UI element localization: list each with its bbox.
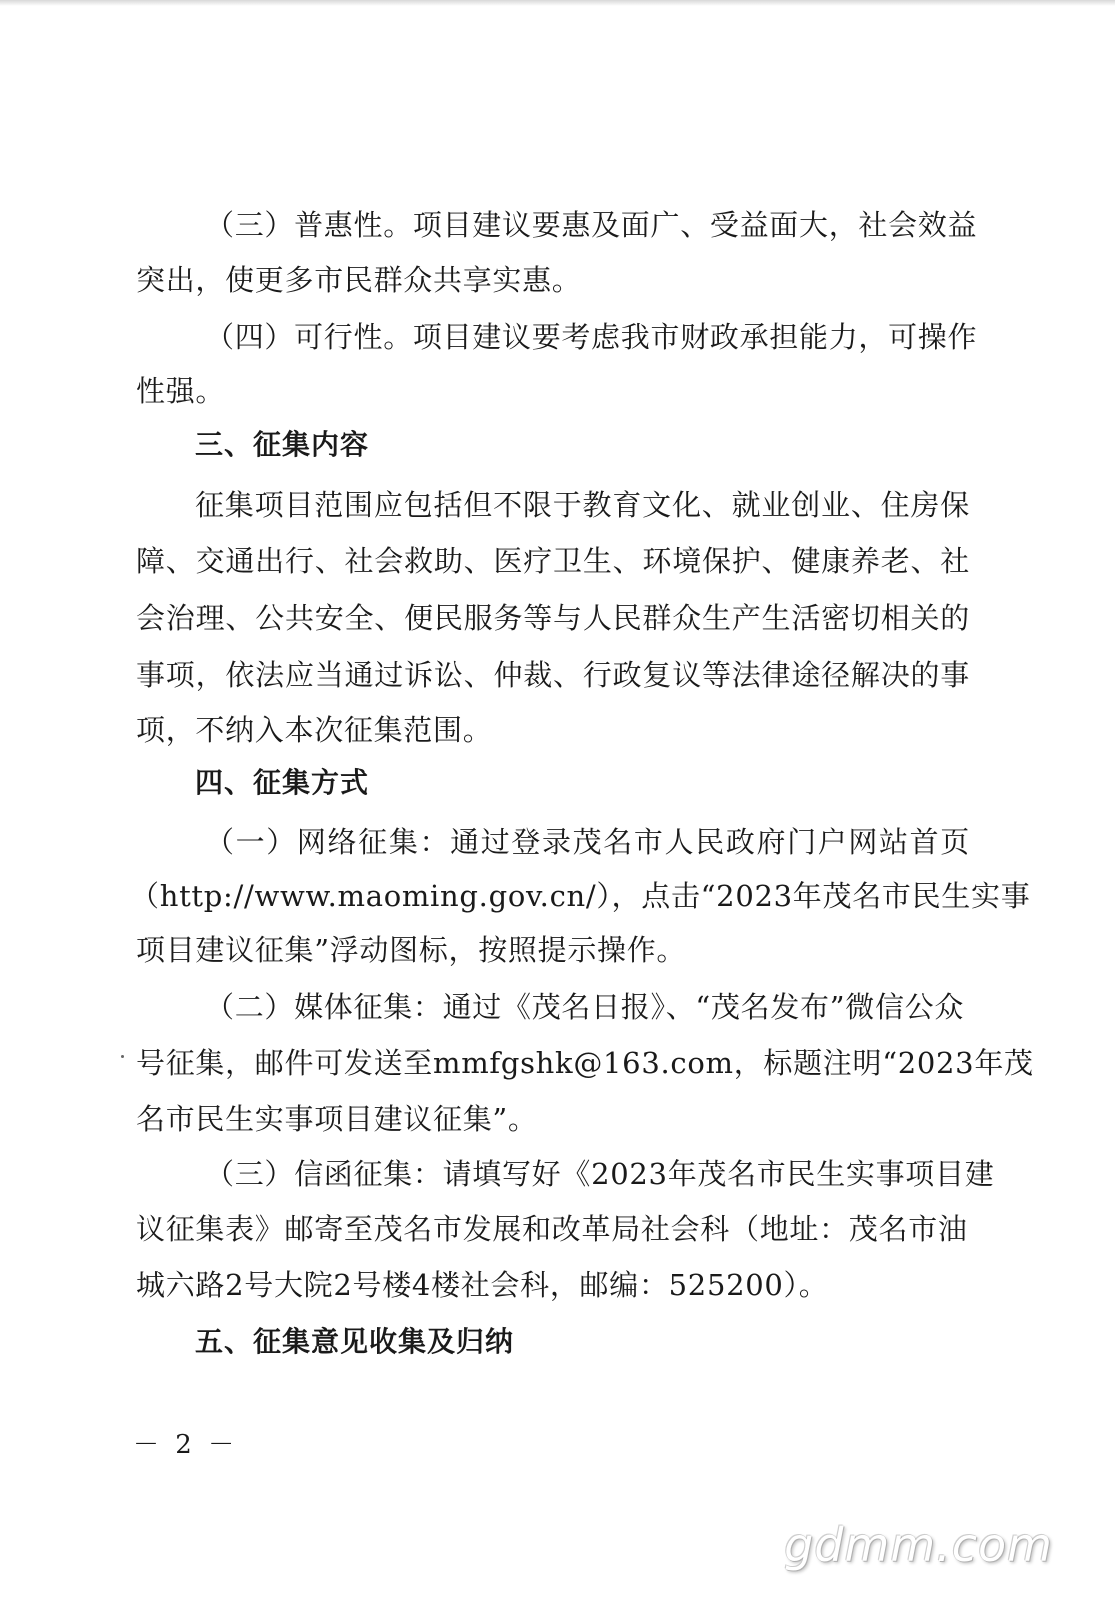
paragraph-line: 议征集表》邮寄至茂名市发展和改革局社会科（地址：茂名市油 (136, 1212, 968, 1246)
paragraph-line: （三）信函征集：请填写好《2023年茂名市民生实事项目建 (205, 1157, 995, 1191)
paragraph-line: 号征集，邮件可发送至mmfgshk@163.com，标题注明“2023年茂 (136, 1046, 1034, 1080)
paragraph-line: 名市民生实事项目建议征集”。 (136, 1102, 538, 1136)
paragraph-line: （二）媒体征集：通过《茂名日报》、“茂名发布”微信公众 (205, 990, 965, 1024)
page-number: － 2 － (133, 1430, 239, 1460)
scan-edge (0, 0, 1115, 6)
paragraph-line: 征集项目范围应包括但不限于教育文化、就业创业、住房保 (195, 488, 970, 522)
section-heading: 三、征集内容 (195, 428, 370, 461)
paragraph-line: （四）可行性。项目建议要考虑我市财政承担能力，可操作 (205, 320, 978, 354)
paragraph-line: 城六路2号大院2号楼4楼社会科，邮编：525200）。 (136, 1268, 829, 1302)
paragraph-line: 项，不纳入本次征集范围。 (136, 713, 493, 747)
paragraph-line: 事项，依法应当通过诉讼、仲裁、行政复议等法律途径解决的事 (136, 658, 970, 692)
paragraph-line: （一）网络征集：通过登录茂名市人民政府门户网站首页 (205, 825, 970, 859)
site-watermark: gdmm.com (784, 1518, 1053, 1572)
paragraph-line: （三）普惠性。项目建议要惠及面广、受益面大，社会效益 (205, 208, 978, 242)
section-heading: 四、征集方式 (195, 766, 370, 799)
paragraph-line: 性强。 (136, 374, 226, 408)
scan-speck (121, 1055, 124, 1058)
paragraph-line: 障、交通出行、社会救助、医疗卫生、环境保护、健康养老、社 (136, 544, 970, 578)
paragraph-line: 项目建议征集”浮动图标，按照提示操作。 (136, 933, 687, 967)
paragraph-line: 突出，使更多市民群众共享实惠。 (136, 263, 582, 297)
paragraph-line: 会治理、公共安全、便民服务等与人民群众生产生活密切相关的 (136, 601, 970, 635)
paragraph-line: （http://www.maoming.gov.cn/），点击“2023年茂名市民生实事 (130, 879, 1031, 913)
section-heading: 五、征集意见收集及归纳 (195, 1325, 515, 1358)
